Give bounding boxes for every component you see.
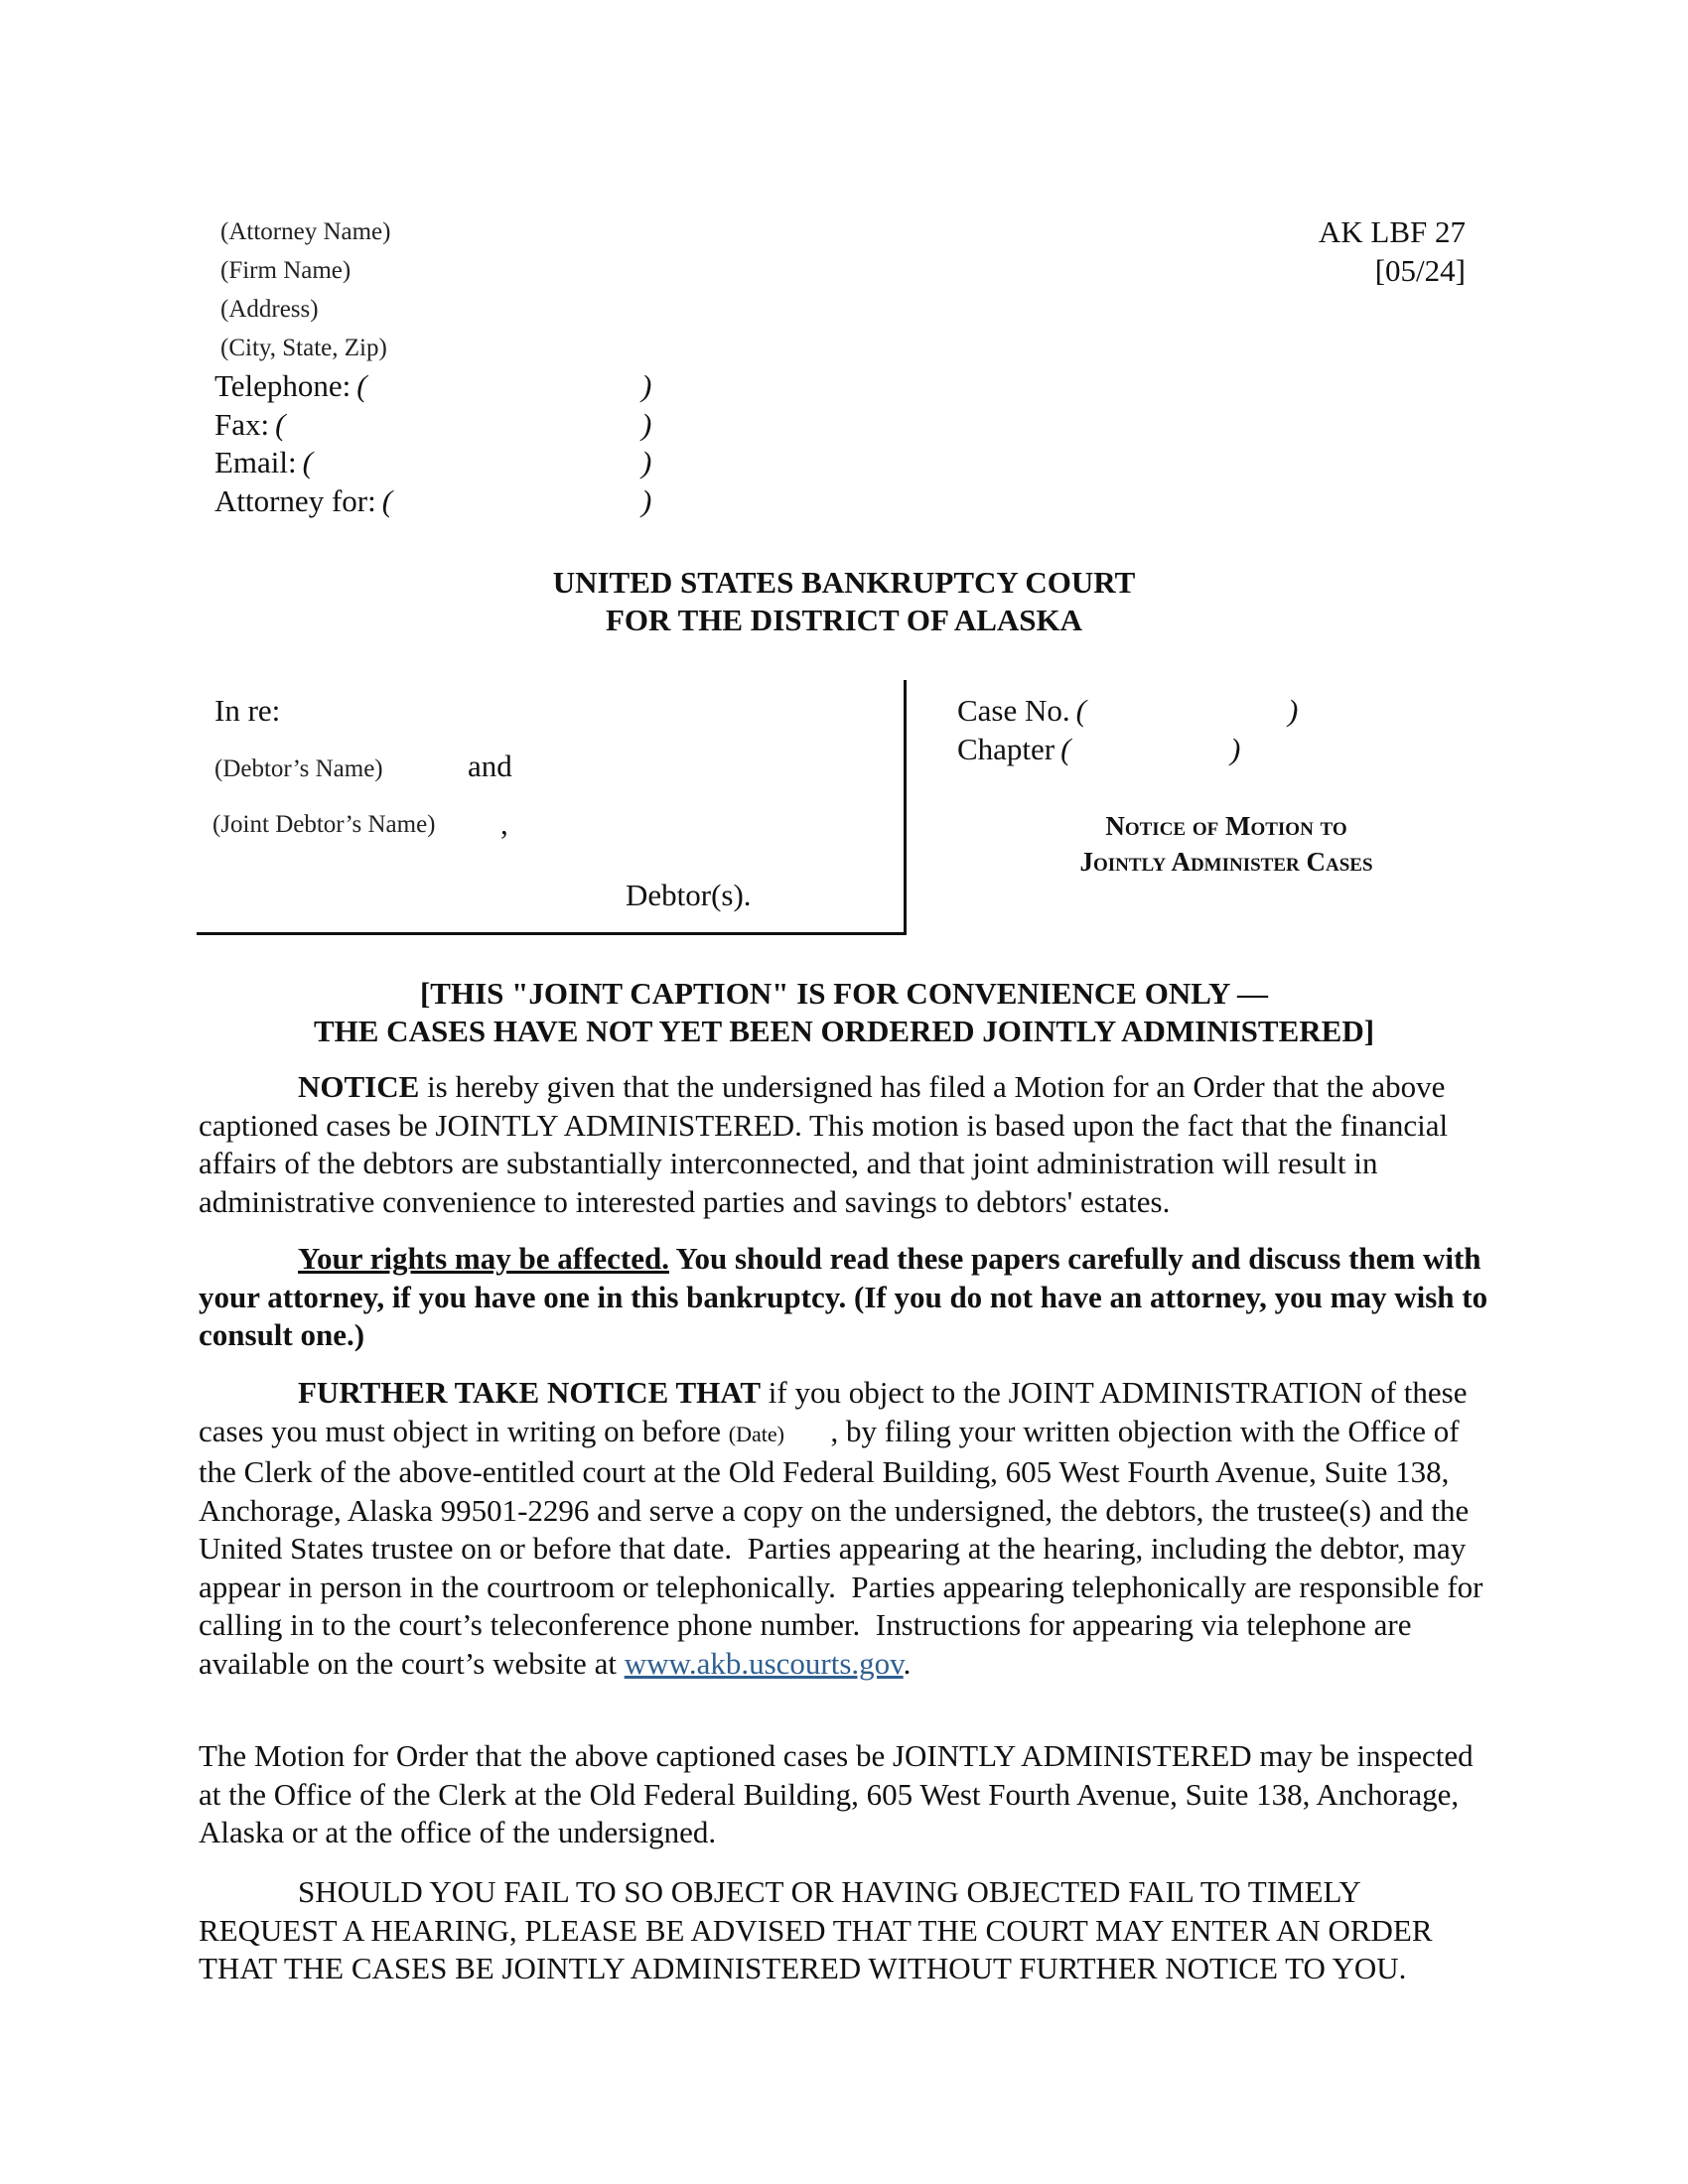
notice-paragraph <box>199 1068 1489 1221</box>
form-identifier <box>1319 212 1466 290</box>
telephone-field[interactable]: ( <box>356 368 367 403</box>
chapter-field[interactable]: ( <box>1060 732 1071 766</box>
and-label: and <box>468 749 512 783</box>
joint-debtor-name-field[interactable]: (Joint Debtor’s Name) <box>212 811 436 838</box>
caption-comma: , <box>500 806 508 841</box>
objection-lead: FURTHER TAKE NOTICE THAT <box>298 1375 762 1410</box>
document-title-line-2: Jointly Administer Cases <box>1079 847 1373 877</box>
rights-paragraph <box>199 1240 1489 1355</box>
telephone-field-close: ) <box>641 368 652 403</box>
email-field[interactable]: ( <box>302 445 313 479</box>
attorney-header <box>214 212 652 520</box>
joint-caption-notice <box>0 975 1688 1050</box>
chapter-row <box>957 731 1241 769</box>
form-number: AK LBF 27 <box>1318 214 1466 249</box>
fax-field[interactable]: ( <box>275 406 286 442</box>
case-no-row <box>957 692 1299 731</box>
inspection-paragraph: The Motion for Order that the above captioned cases be JOINTLY ADMINISTERED may be inspected at the Office of the Clerk at the Old Federal Building, 605 West Fourth Avenue, Suite 138, Anchorage, Alaska or at the office of the undersigned. <box>199 1738 1474 1849</box>
attorney-for-field[interactable]: ( <box>381 482 393 518</box>
case-no-label: Case No. <box>957 693 1070 728</box>
notice-lead: NOTICE <box>298 1069 420 1104</box>
joint-caption-notice-line-1: [THIS "JOINT CAPTION" IS FOR CONVENIENCE ONLY — <box>419 976 1269 1011</box>
caption-box <box>197 680 907 935</box>
chapter-label: Chapter <box>957 732 1055 766</box>
objection-end: . <box>903 1645 912 1681</box>
telephone-row <box>214 367 652 406</box>
objection-paragraph <box>199 1374 1489 1683</box>
court-website-link[interactable]: www.akb.uscourts.gov <box>624 1645 904 1681</box>
email-row <box>214 444 652 482</box>
objection-text-a: if you object to the JOINT ADMINISTRATION of these cases you must object in writing on before <box>199 1375 1468 1448</box>
rights-lead: Your rights may be affected. <box>298 1241 669 1276</box>
fax-label: Fax: <box>214 406 270 442</box>
date-field[interactable]: (Date) <box>728 1421 784 1446</box>
debtors-label: Debtor(s). <box>626 878 752 912</box>
fax-field-close: ) <box>641 406 652 442</box>
fax-row <box>214 406 652 445</box>
document-title <box>1033 808 1420 880</box>
chapter-field-close: ) <box>1230 732 1241 766</box>
document-title-line-1: Notice of Motion to <box>1105 811 1347 841</box>
email-label: Email: <box>214 445 297 479</box>
court-line-2: FOR THE DISTRICT OF ALASKA <box>605 603 1083 637</box>
case-no-field-close: ) <box>1288 693 1299 728</box>
case-no-field[interactable]: ( <box>1075 693 1086 728</box>
debtor-name-field[interactable]: (Debtor’s Name) <box>214 755 383 782</box>
court-line-1: UNITED STATES BANKRUPTCY COURT <box>552 565 1136 600</box>
form-date: [05/24] <box>1374 253 1466 288</box>
rights-text: You should read these papers carefully and discuss them with your attorney, if you have one in this bankruptcy. (If you do not have an attorney, you may wish to consult one.) <box>199 1241 1488 1352</box>
court-title <box>0 564 1688 639</box>
telephone-label: Telephone: <box>214 368 352 403</box>
objection-text-b: , by filing your written objection with the Office of the Clerk of the above-entitled court at the Old Federal Building, 605 West Fourth Avenue, Suite 138, Anchorage, Alaska 99501-2296 and serve a copy on the undersigned, the debtors, the trustee(s) and the United States trustee on or before that date. Parties appearing at the hearing, including the debtor, may appear in person in the courtroom or telephonically. Parties appearing telephonically are responsible for calling in to the court’s teleconference phone number. Instructions for appearing via telephone are available on the court’s website at <box>199 1413 1491 1681</box>
address-field[interactable]: (Address) <box>220 296 319 323</box>
in-re-label: In re: <box>214 693 281 728</box>
attorney-name-field[interactable]: (Attorney Name) <box>220 218 391 245</box>
joint-caption-notice-line-2: THE CASES HAVE NOT YET BEEN ORDERED JOINTLY ADMINISTERED] <box>313 1014 1375 1048</box>
email-field-close: ) <box>641 445 652 479</box>
warning-paragraph: SHOULD YOU FAIL TO SO OBJECT OR HAVING OBJECTED FAIL TO TIMELY REQUEST A HEARING, PLEASE BE ADVISED THAT THE COURT MAY ENTER AN ORDER THAT THE CASES BE JOINTLY ADMINISTERED WITHOUT FURTHER NOTICE TO YOU. <box>199 1874 1433 1985</box>
attorney-for-label: Attorney for: <box>214 482 376 518</box>
firm-name-field[interactable]: (Firm Name) <box>220 257 352 284</box>
notice-text: is hereby given that the undersigned has filed a Motion for an Order that the above captioned cases be JOINTLY ADMINISTERED. This motion is based upon the fact that the financial affairs of the debtors are substantially interconnected, and that joint administration will result in administrative convenience to interested parties and savings to debtors' estates. <box>199 1069 1449 1219</box>
attorney-for-field-close: ) <box>641 482 652 518</box>
city-state-zip-field[interactable]: (City, State, Zip) <box>220 335 387 361</box>
attorney-for-row <box>214 482 652 521</box>
